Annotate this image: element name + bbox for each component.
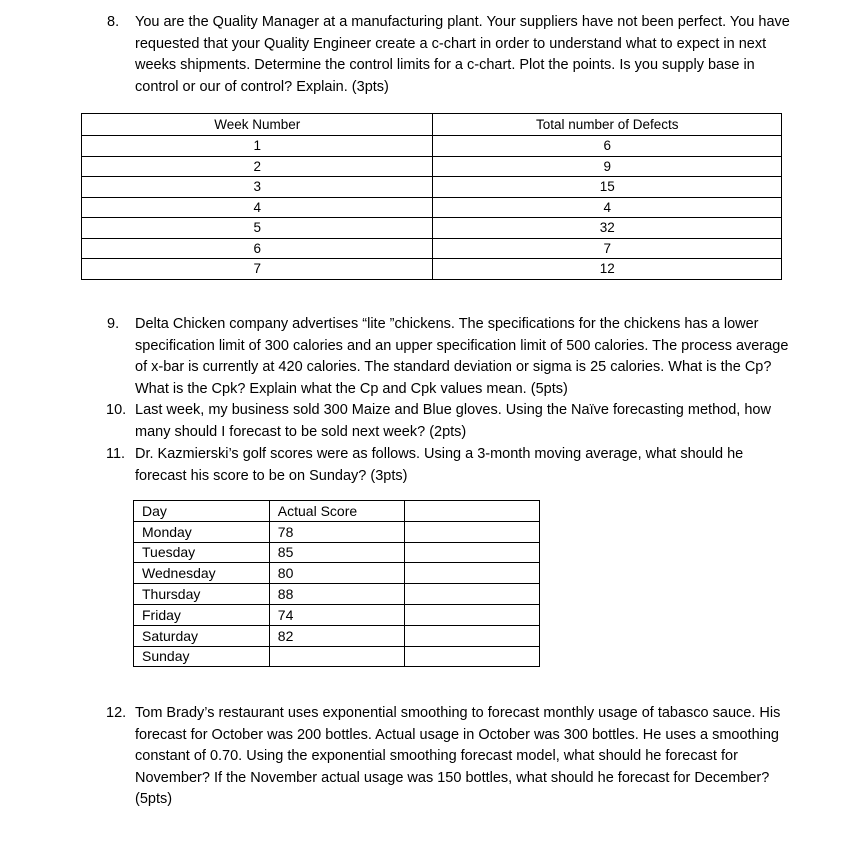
week-cell: 1: [82, 136, 433, 157]
defects-cell: 6: [433, 136, 782, 157]
score-cell: 78: [269, 521, 405, 542]
question-8-number: 8.: [107, 14, 120, 30]
week-cell: 3: [82, 177, 433, 198]
forecast-cell: [405, 521, 540, 542]
defects-cell: 12: [433, 259, 782, 280]
forecast-cell: [405, 625, 540, 646]
day-cell: Wednesday: [134, 563, 270, 584]
header-week-number: Week Number: [82, 114, 433, 136]
question-9-text: Delta Chicken company advertises “lite ”chickens. The specifications for the chickens has a lower specification limit of 300 calories and an upper specification limit of 500 calories. The process average of x-bar is currently at 420 calories. The standard deviation or sigma is 25 calories. What is the Cp? What is the Cpk? Explain what the Cp and Cpk values mean. (5pts): [135, 316, 789, 397]
defects-cell: 32: [433, 218, 782, 239]
week-cell: 6: [82, 238, 433, 259]
score-cell: 74: [269, 604, 405, 625]
defects-cell: 9: [433, 156, 782, 177]
score-cell: 85: [269, 542, 405, 563]
question-8: [107, 12, 797, 98]
forecast-cell: [405, 584, 540, 605]
table-row: [82, 177, 782, 198]
defects-table-header-row: [82, 114, 782, 136]
defects-cell: 4: [433, 197, 782, 218]
forecast-cell: [405, 563, 540, 584]
question-8-text: You are the Quality Manager at a manufacturing plant. Your suppliers have not been perfect. You have requested that your Quality Engineer create a c-chart in order to understand what to expect in next weeks shipments. Determine the control limits for a c-chart. Plot the points. Is you supply base in control or our of control? Explain. (3pts): [135, 14, 790, 95]
defects-cell: 7: [433, 238, 782, 259]
golf-scores-table: [133, 500, 540, 667]
day-cell: Friday: [134, 604, 270, 625]
forecast-cell: [405, 542, 540, 563]
week-cell: 2: [82, 156, 433, 177]
table-row: [134, 646, 540, 667]
golf-table-header-row: [134, 501, 540, 522]
week-cell: 5: [82, 218, 433, 239]
question-12-number: 12.: [106, 705, 127, 721]
table-row: [82, 136, 782, 157]
header-total-defects: Total number of Defects: [433, 114, 782, 136]
defects-table: [81, 113, 782, 280]
day-cell: Tuesday: [134, 542, 270, 563]
table-row: [134, 563, 540, 584]
day-cell: Monday: [134, 521, 270, 542]
table-row: [134, 584, 540, 605]
table-row: [134, 604, 540, 625]
question-10-number: 10.: [106, 402, 127, 418]
table-row: [134, 542, 540, 563]
table-row: [82, 197, 782, 218]
score-cell: [269, 646, 405, 667]
table-row: [82, 259, 782, 280]
forecast-cell: [405, 604, 540, 625]
score-cell: 82: [269, 625, 405, 646]
question-10: [107, 400, 797, 443]
forecast-cell: [405, 646, 540, 667]
question-12-text: Tom Brady’s restaurant uses exponential smoothing to forecast monthly usage of tabasco sauce. His forecast for October was 200 bottles. Actual usage in October was 300 bottles. He uses a smoothing constant of 0.70. Using the exponential smoothing forecast model, what should he forecast for November? If the November actual usage was 150 bottles, what should he forecast for December? (5pts): [135, 705, 781, 808]
score-cell: 80: [269, 563, 405, 584]
table-row: [134, 521, 540, 542]
day-cell: Thursday: [134, 584, 270, 605]
table-row: [134, 625, 540, 646]
question-10-text: Last week, my business sold 300 Maize and Blue gloves. Using the Naïve forecasting method, how many should I forecast to be sold next week? (2pts): [135, 402, 771, 440]
table-row: [82, 156, 782, 177]
table-row: [82, 218, 782, 239]
header-empty: [405, 501, 540, 522]
week-cell: 4: [82, 197, 433, 218]
defects-cell: 15: [433, 177, 782, 198]
question-9-number: 9.: [107, 316, 120, 332]
header-day: Day: [134, 501, 270, 522]
score-cell: 88: [269, 584, 405, 605]
question-11: [107, 444, 797, 487]
day-cell: Sunday: [134, 646, 270, 667]
question-11-number: 11.: [106, 446, 126, 462]
question-9: [107, 314, 797, 400]
header-actual-score: Actual Score: [269, 501, 405, 522]
question-12: [107, 703, 797, 811]
week-cell: 7: [82, 259, 433, 280]
question-11-text: Dr. Kazmierski’s golf scores were as follows. Using a 3-month moving average, what should he forecast his score to be on Sunday? (3pts): [135, 446, 744, 484]
day-cell: Saturday: [134, 625, 270, 646]
table-row: [82, 238, 782, 259]
